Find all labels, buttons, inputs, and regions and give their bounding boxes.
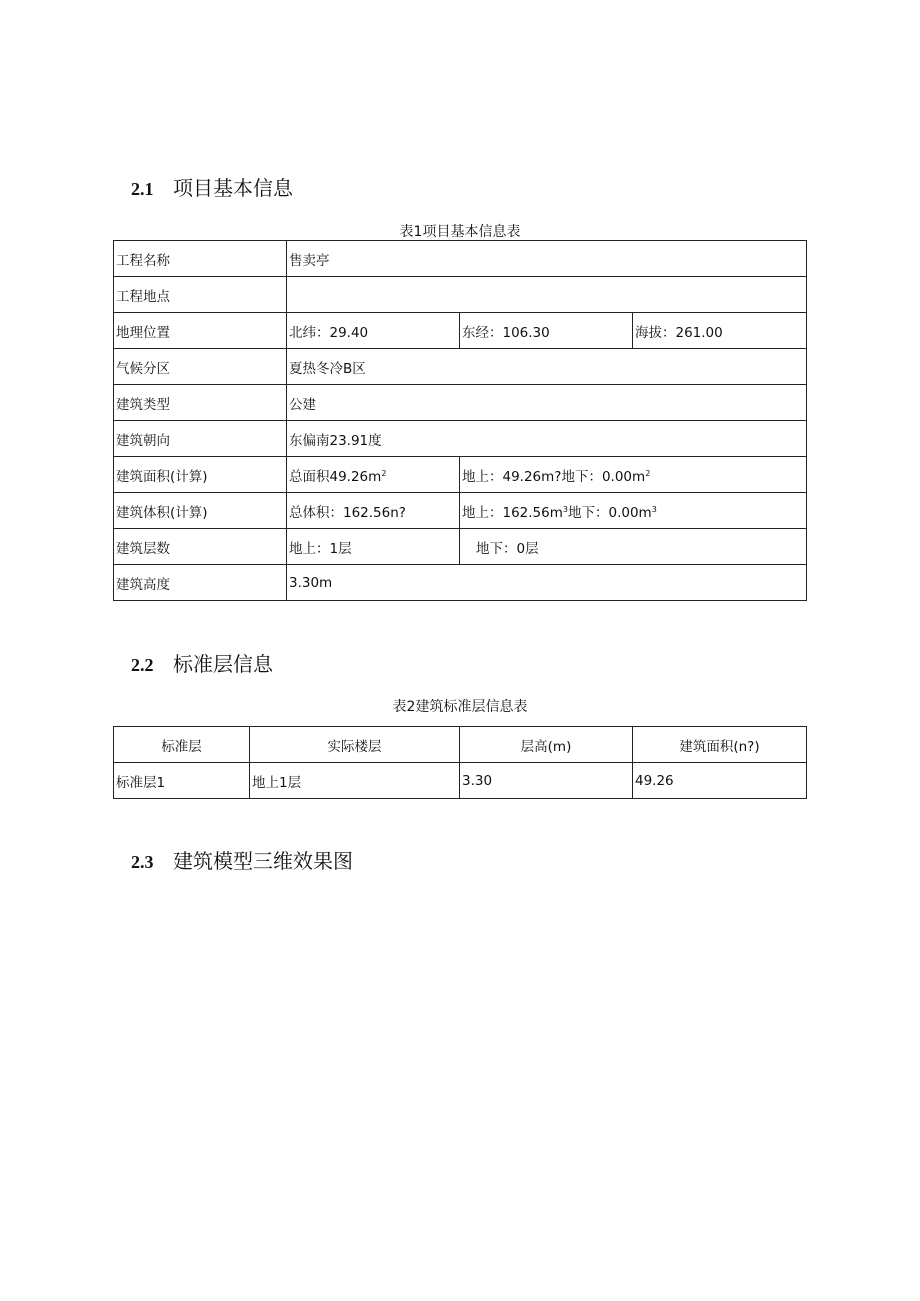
table2-caption: 表2建筑标准层信息表: [392, 699, 528, 715]
value-cell: [287, 277, 807, 313]
label-cell: 建筑体积(计算): [114, 493, 287, 529]
table-row: [114, 385, 807, 421]
total-area-text: 总面积49.26m: [289, 468, 382, 485]
area-split-text: 地上：49.26m?地下：0.00m: [462, 468, 646, 485]
project-info-table: [113, 240, 807, 601]
value-cell: 3.30m: [287, 565, 807, 601]
label-cell: 建筑层数: [114, 529, 287, 565]
longitude-cell: 东经：106.30: [460, 313, 633, 349]
label-cell: 工程名称: [114, 241, 287, 277]
section-number: 2.1: [131, 179, 154, 199]
table-cell: 49.26: [633, 763, 807, 799]
table-row: [114, 421, 807, 457]
table1-caption: 表1项目基本信息表: [399, 224, 521, 240]
table-row: [114, 457, 807, 493]
table-row: [114, 529, 807, 565]
label-cell: 建筑类型: [114, 385, 287, 421]
label-cell: 建筑朝向: [114, 421, 287, 457]
table-row: [114, 241, 807, 277]
value-cell: 夏热冬冷B区: [287, 349, 807, 385]
unit-superscript: 3: [651, 504, 657, 514]
unit-superscript: 3: [562, 504, 568, 514]
total-area-cell: [287, 457, 460, 493]
value-cell: 公建: [287, 385, 807, 421]
table-row: [114, 493, 807, 529]
label-cell: 工程地点: [114, 277, 287, 313]
unit-superscript: 2: [381, 468, 387, 478]
value-cell: 售卖亭: [287, 241, 807, 277]
label-cell: 气候分区: [114, 349, 287, 385]
floors-above-cell: 地上：1层: [287, 529, 460, 565]
volume-below-text: 地下：0.00m: [567, 504, 652, 521]
label-cell: 建筑高度: [114, 565, 287, 601]
table-cell: 标准层1: [114, 763, 250, 799]
column-header: 标准层: [114, 727, 250, 763]
section-title: 建筑模型三维效果图: [173, 849, 353, 873]
total-volume-cell: 总体积：162.56n?: [287, 493, 460, 529]
latitude-cell: 北纬：29.40: [287, 313, 460, 349]
table-row: [114, 277, 807, 313]
section-heading-2-3: [131, 845, 353, 874]
altitude-cell: 海拔：261.00: [633, 313, 807, 349]
section-title: 项目基本信息: [173, 176, 293, 200]
area-split-cell: [460, 457, 807, 493]
section-heading-2-2: [131, 648, 273, 677]
volume-split-cell: [460, 493, 807, 529]
standard-floor-table: [113, 726, 807, 799]
table-cell: 地上1层: [250, 763, 460, 799]
section-number: 2.3: [131, 852, 154, 872]
value-cell: 东偏南23.91度: [287, 421, 807, 457]
column-header: 层高(m): [460, 727, 633, 763]
label-cell: 地理位置: [114, 313, 287, 349]
table-cell: 3.30: [460, 763, 633, 799]
section-number: 2.2: [131, 655, 154, 675]
table-row: [114, 313, 807, 349]
floors-below-cell: 地下：0层: [460, 529, 807, 565]
volume-above-text: 地上：162.56m: [462, 504, 563, 521]
section-heading-2-1: [131, 172, 293, 201]
table-header-row: [114, 727, 807, 763]
table-row: [114, 565, 807, 601]
table-row: [114, 349, 807, 385]
column-header: 建筑面积(n?): [633, 727, 807, 763]
section-title: 标准层信息: [173, 652, 273, 676]
column-header: 实际楼层: [250, 727, 460, 763]
label-cell: 建筑面积(计算): [114, 457, 287, 493]
table-row: [114, 763, 807, 799]
unit-superscript: 2: [645, 468, 651, 478]
